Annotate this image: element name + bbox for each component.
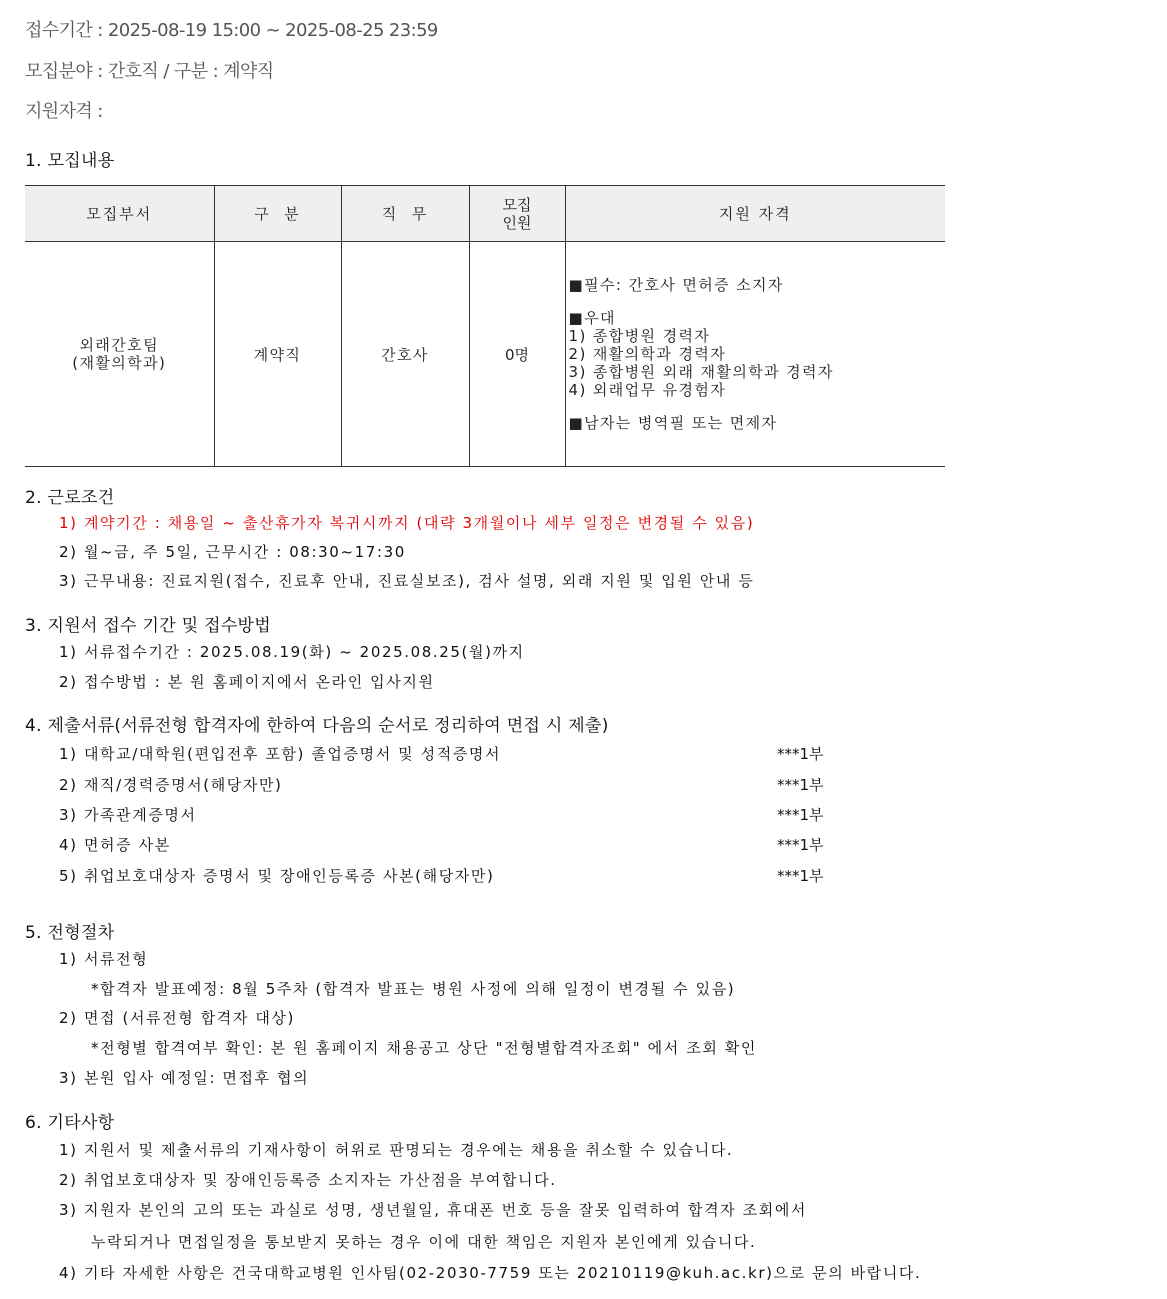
cell-type: 계약직 <box>214 242 341 467</box>
document-item: 4) 면허증 사본 <box>59 836 171 854</box>
work-hours: 2) 월~금, 주 5일, 근무시간 : 08:30~17:30 <box>59 543 406 561</box>
step-interview: 2) 면접 (서류전형 합격자 대상) <box>59 1009 295 1027</box>
header-job: 직 무 <box>341 186 469 242</box>
notice-item: 2) 취업보호대상자 및 장애인등록증 소지자는 가산점을 부여합니다. <box>59 1171 557 1189</box>
document-item: 1) 대학교/대학원(편입전후 포함) 졸업증명서 및 성적증명서 <box>59 745 502 763</box>
header-qualification: 지원 자격 <box>565 186 945 242</box>
document-count: ***1부 <box>777 806 824 824</box>
section6-title: 6. 기타사항 <box>25 1113 115 1133</box>
cell-job: 간호사 <box>341 242 469 467</box>
dept-name: 외래간호팀 <box>79 336 159 354</box>
dept-sub: (재활의학과) <box>72 354 167 372</box>
header-count: 모집 인원 <box>469 186 565 242</box>
cell-dept <box>25 242 214 467</box>
cell-count: 0명 <box>469 242 565 467</box>
cell-qualification <box>565 242 945 467</box>
document-item: 5) 취업보호대상자 증명서 및 장애인등록증 사본(해당자만) <box>59 867 495 885</box>
recruitment-table <box>25 185 945 467</box>
application-method: 2) 접수방법 : 본 원 홈페이지에서 온라인 입사지원 <box>59 673 435 691</box>
step-note: *합격자 발표예정: 8월 5주차 (합격자 발표는 병원 사정에 의해 일정이 변경될 수 있음) <box>91 980 736 998</box>
document-count: ***1부 <box>777 745 824 763</box>
preferred-title: ■우대 <box>568 309 616 327</box>
header-type: 구 분 <box>214 186 341 242</box>
notice-item: 3) 지원자 본인의 고의 또는 과실로 성명, 생년월일, 휴대폰 번호 등을 잘못 입력하여 합격자 조회에서 <box>59 1201 807 1219</box>
step-note: *전형별 합격여부 확인: 본 원 홈페이지 채용공고 상단 "전형별합격자조회" 에서 조회 확인 <box>91 1039 757 1057</box>
required-qualification: ■필수: 간호사 면허증 소지자 <box>568 276 784 294</box>
application-period: 접수기간 : 2025-08-19 15:00 ~ 2025-08-25 23:59 <box>25 20 438 41</box>
document-count: ***1부 <box>777 776 824 794</box>
notice-item: 1) 지원서 및 제출서류의 기재사항이 허위로 판명되는 경우에는 채용을 취소할 수 있습니다. <box>59 1141 734 1159</box>
section4-title: 4. 제출서류(서류전형 합격자에 한하여 다음의 순서로 정리하여 면접 시 제출) <box>25 716 609 736</box>
contract-period: 1) 계약기간 : 채용일 ~ 출산휴가자 복귀시까지 (대략 3개월이나 세부 일정은 변경될 수 있음) <box>59 514 755 532</box>
document-item: 3) 가족관계증명서 <box>59 806 197 824</box>
preferred-item: 2) 재활의학과 경력자 <box>568 345 727 363</box>
recruit-field: 모집분야 : 간호직 / 구분 : 계약직 <box>25 61 274 82</box>
section3-title: 3. 지원서 접수 기간 및 접수방법 <box>25 616 272 636</box>
work-description: 3) 근무내용: 진료지원(접수, 진료후 안내, 진료실보조), 검사 설명, 외래 지원 및 입원 안내 등 <box>59 572 755 590</box>
application-dates: 1) 서류접수기간 : 2025.08.19(화) ~ 2025.08.25(월)까지 <box>59 643 525 661</box>
preferred-item: 3) 종합병원 외래 재활의학과 경력자 <box>568 363 834 381</box>
preferred-item: 4) 외래업무 유경험자 <box>568 381 727 399</box>
header-dept: 모집부서 <box>25 186 214 242</box>
section5-title: 5. 전형절차 <box>25 923 115 943</box>
military-requirement: ■남자는 병역필 또는 면제자 <box>568 414 778 432</box>
qualification-label: 지원자격 : <box>25 101 103 122</box>
section2-title: 2. 근로조건 <box>25 488 115 508</box>
preferred-item: 1) 종합병원 경력자 <box>568 327 711 345</box>
table-header-row <box>25 186 945 242</box>
step-document-screening: 1) 서류전형 <box>59 950 149 968</box>
document-count: ***1부 <box>777 836 824 854</box>
document-item: 2) 재직/경력증명서(해당자만) <box>59 776 283 794</box>
notice-item-continued: 누락되거나 면접일정을 통보받지 못하는 경우 이에 대한 책임은 지원자 본인에게 있습니다. <box>91 1233 757 1251</box>
section1-title: 1. 모집내용 <box>25 151 115 171</box>
notice-item: 4) 기타 자세한 사항은 건국대학교병원 인사팀(02-2030-7759 또는 20210119@kuh.ac.kr)으로 문의 바랍니다. <box>59 1264 922 1282</box>
step-start-date: 3) 본원 입사 예정일: 면접후 협의 <box>59 1069 310 1087</box>
table-row <box>25 242 945 467</box>
document-count: ***1부 <box>777 867 824 885</box>
